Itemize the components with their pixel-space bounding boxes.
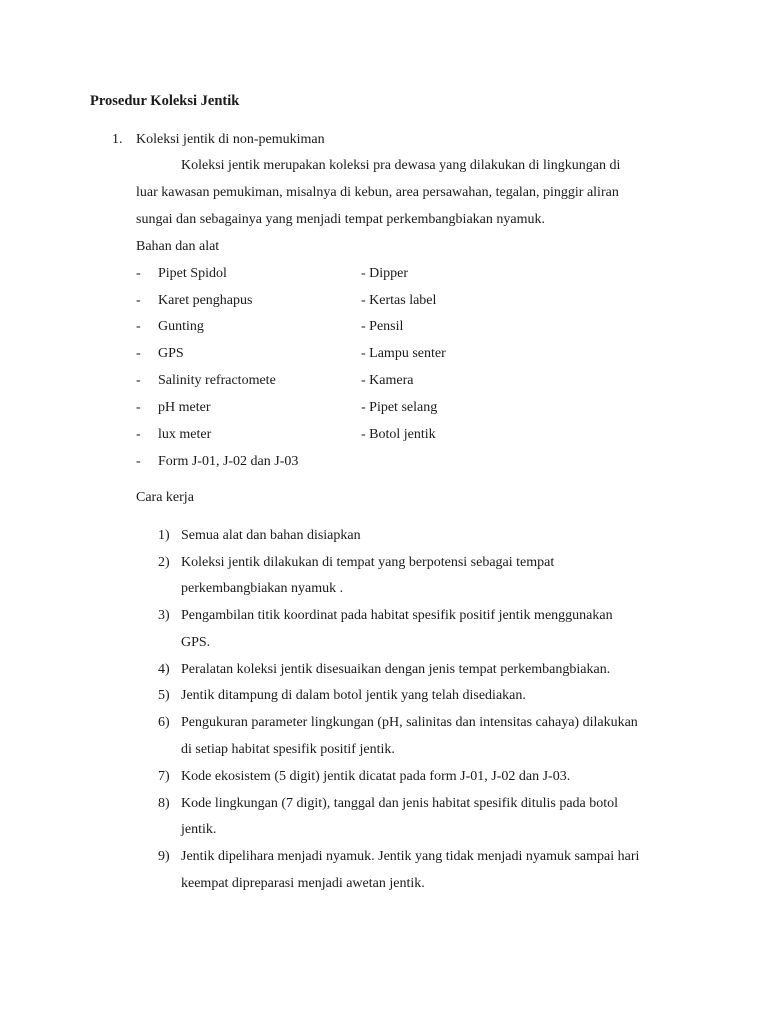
step-text: Pengambilan titik koordinat pada habitat spesifik positif jentik menggunakan (181, 608, 613, 623)
step-text: Pengukuran parameter lingkungan (pH, salinitas dan intensitas cahaya) dilakukan (181, 715, 638, 730)
step-text: perkembangbiakan nyamuk . (181, 581, 344, 596)
step-text: GPS. (181, 635, 211, 650)
list-dash: - (136, 346, 141, 361)
step-number: 3) (158, 608, 170, 623)
step-number: 5) (158, 688, 170, 703)
paragraph-line: sungai dan sebagainya yang menjadi tempat perkembangbiakan nyamuk. (136, 212, 545, 227)
material-item: GPS (158, 346, 184, 361)
step-number: 8) (158, 796, 170, 811)
step-text: keempat dipreparasi menjadi awetan jentik. (181, 876, 425, 891)
steps-heading: Cara kerja (136, 490, 194, 505)
step-text: Jentik ditampung di dalam botol jentik yang telah disediakan. (181, 688, 526, 703)
material-item: - Pipet selang (361, 400, 438, 415)
step-text: Jentik dipelihara menjadi nyamuk. Jentik yang tidak menjadi nyamuk sampai hari (181, 849, 640, 864)
material-item: Pipet Spidol (158, 266, 227, 281)
step-text: Peralatan koleksi jentik disesuaikan dengan jenis tempat perkembangbiakan. (181, 662, 611, 677)
materials-heading: Bahan dan alat (136, 239, 220, 254)
list-dash: - (136, 293, 141, 308)
list-dash: - (136, 266, 141, 281)
paragraph-line: Koleksi jentik merupakan koleksi pra dewasa yang dilakukan di lingkungan di (181, 158, 621, 173)
material-item: - Pensil (361, 319, 404, 334)
step-number: 4) (158, 662, 170, 677)
material-item: - Lampu senter (361, 346, 446, 361)
list-dash: - (136, 373, 141, 388)
step-text: Kode ekosistem (5 digit) jentik dicatat pada form J-01, J-02 dan J-03. (181, 769, 571, 784)
material-item: - Kertas label (361, 293, 437, 308)
step-text: Semua alat dan bahan disiapkan (181, 528, 361, 543)
step-number: 6) (158, 715, 170, 730)
step-text: jentik. (181, 822, 217, 837)
step-text: di setiap habitat spesifik positif jentik. (181, 742, 395, 757)
material-item: - Kamera (361, 373, 414, 388)
material-item: Gunting (158, 319, 204, 334)
material-item: - Botol jentik (361, 427, 436, 442)
list-dash: - (136, 454, 141, 469)
material-item: Karet penghapus (158, 293, 253, 308)
list-dash: - (136, 400, 141, 415)
material-item: lux meter (158, 427, 212, 442)
material-item: Salinity refractomete (158, 373, 276, 388)
section-heading: Koleksi jentik di non-pemukiman (136, 132, 325, 147)
list-dash: - (136, 319, 141, 334)
step-number: 1) (158, 528, 170, 543)
section-number: 1. (112, 132, 123, 147)
step-number: 2) (158, 555, 170, 570)
material-item: pH meter (158, 400, 211, 415)
step-number: 7) (158, 769, 170, 784)
material-item: Form J-01, J-02 dan J-03 (158, 454, 299, 469)
page-title: Prosedur Koleksi Jentik (90, 93, 240, 109)
paragraph-line: luar kawasan pemukiman, misalnya di kebun, area persawahan, tegalan, pinggir aliran (136, 185, 619, 200)
list-dash: - (136, 427, 141, 442)
step-text: Koleksi jentik dilakukan di tempat yang berpotensi sebagai tempat (181, 555, 555, 570)
step-number: 9) (158, 849, 170, 864)
material-item: - Dipper (361, 266, 409, 281)
step-text: Kode lingkungan (7 digit), tanggal dan jenis habitat spesifik ditulis pada botol (181, 796, 619, 811)
